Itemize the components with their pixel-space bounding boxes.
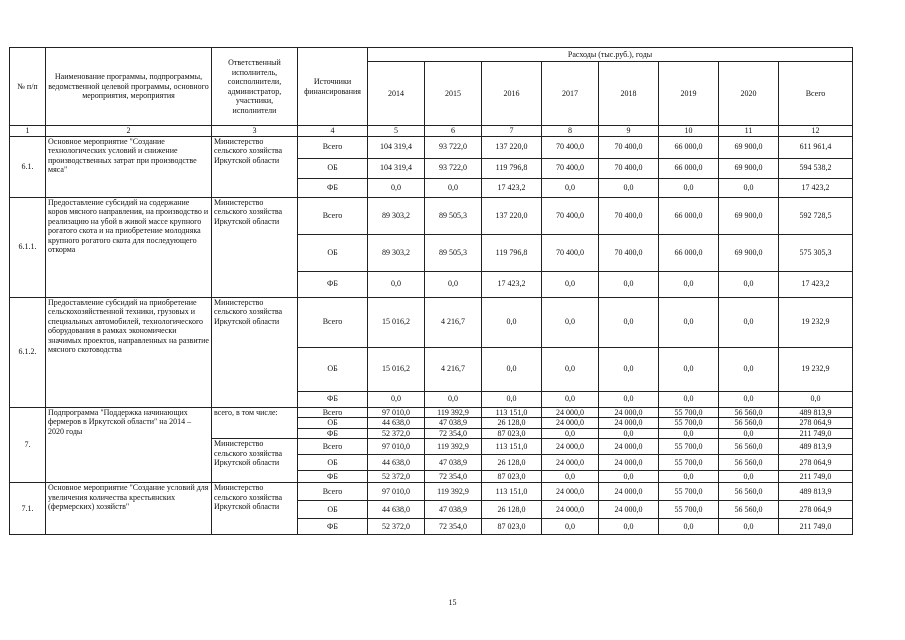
row-value: 0,0 [482,297,542,347]
row-name: Предоставление субсидий на приобретение сельскохозяйственной техники, грузовых и специальных автомобилей, технологического оборудования в рамках экономически значимых проектов, направленных на развитие мясного скотоводства [46,297,212,407]
row-responsible: всего, в том числе: [212,407,298,439]
row-value: 17 423,2 [482,178,542,197]
row-value: 93 722,0 [425,158,482,178]
row-value: 0,0 [542,471,599,483]
row-value: 119 392,9 [425,483,482,501]
row-value: 24 000,0 [542,483,599,501]
row-value: 52 372,0 [368,428,425,439]
row-source: Всего [298,197,368,234]
row-value: 44 638,0 [368,455,425,471]
row-value: 55 700,0 [659,501,719,519]
row-value: 44 638,0 [368,418,425,429]
row-source: Всего [298,407,368,418]
row-value: 47 038,9 [425,418,482,429]
row-value: 87 023,0 [482,428,542,439]
row-value: 56 560,0 [719,455,779,471]
row-value: 0,0 [719,297,779,347]
row-value: 0,0 [599,297,659,347]
row-value: 0,0 [599,471,659,483]
row-value: 278 064,9 [779,501,853,519]
row-value: 93 722,0 [425,136,482,158]
row-value: 89 303,2 [368,197,425,234]
row-value: 66 000,0 [659,158,719,178]
row-value: 278 064,9 [779,418,853,429]
row-value: 70 400,0 [542,158,599,178]
row-value: 0,0 [719,428,779,439]
row-value: 104 319,4 [368,136,425,158]
header-resp: Ответственный исполнитель, соисполнители, администратор, участники, исполнители [212,48,298,126]
row-value: 113 151,0 [482,439,542,455]
table-row [10,483,853,501]
row-source: ОБ [298,234,368,271]
row-value: 70 400,0 [542,234,599,271]
col-number: 3 [212,126,298,137]
col-number: 11 [719,126,779,137]
row-value: 52 372,0 [368,471,425,483]
row-value: 119 796,8 [482,158,542,178]
row-value: 0,0 [542,347,599,391]
row-value: 24 000,0 [599,455,659,471]
row-value: 24 000,0 [599,407,659,418]
row-value: 0,0 [599,271,659,297]
row-value: 0,0 [368,391,425,407]
row-source: ФБ [298,428,368,439]
row-value: 24 000,0 [542,455,599,471]
row-value: 70 400,0 [542,197,599,234]
row-name: Предоставление субсидий на содержание коров мясного направления, на производство и реализацию на убой в живой массе крупного рогатого скота и на приобретение молодняка крупного рогатого скота для последующего откорма [46,197,212,297]
header-year: 2016 [482,62,542,126]
row-value: 0,0 [599,178,659,197]
row-source: ОБ [298,501,368,519]
row-value: 0,0 [599,347,659,391]
header-year: 2019 [659,62,719,126]
row-value: 56 560,0 [719,407,779,418]
row-value: 119 392,9 [425,407,482,418]
row-responsible: Министерство сельского хозяйства Иркутской области [212,439,298,483]
header-name: Наименование программы, подпрограммы, ведомственной целевой программы, основного мероприятия, мероприятия [46,48,212,126]
row-value: 44 638,0 [368,501,425,519]
row-value: 0,0 [425,178,482,197]
row-value: 24 000,0 [542,501,599,519]
row-value: 0,0 [542,178,599,197]
row-value: 4 216,7 [425,297,482,347]
header-year: 2018 [599,62,659,126]
row-value: 113 151,0 [482,483,542,501]
row-value: 47 038,9 [425,455,482,471]
row-value: 0,0 [425,391,482,407]
row-value: 0,0 [779,391,853,407]
col-number: 7 [482,126,542,137]
row-value: 211 749,0 [779,519,853,535]
row-value: 24 000,0 [542,407,599,418]
row-value: 0,0 [542,519,599,535]
row-value: 0,0 [719,391,779,407]
row-value: 0,0 [659,428,719,439]
row-value: 0,0 [482,391,542,407]
row-value: 55 700,0 [659,418,719,429]
row-responsible: Министерство сельского хозяйства Иркутской области [212,136,298,197]
row-value: 69 900,0 [719,234,779,271]
row-value: 24 000,0 [542,439,599,455]
row-value: 0,0 [659,391,719,407]
row-name: Основное мероприятие "Создание условий для увеличения количества крестьянских (фермерских) хозяйств" [46,483,212,535]
row-value: 19 232,9 [779,347,853,391]
row-value: 0,0 [368,271,425,297]
row-value: 0,0 [659,271,719,297]
row-value: 4 216,7 [425,347,482,391]
row-value: 0,0 [719,271,779,297]
row-value: 19 232,9 [779,297,853,347]
row-value: 137 220,0 [482,197,542,234]
row-value: 137 220,0 [482,136,542,158]
row-value: 70 400,0 [599,234,659,271]
row-source: ФБ [298,178,368,197]
row-value: 55 700,0 [659,455,719,471]
row-value: 489 813,9 [779,483,853,501]
row-value: 69 900,0 [719,158,779,178]
row-value: 24 000,0 [542,418,599,429]
row-value: 0,0 [599,428,659,439]
row-value: 24 000,0 [599,439,659,455]
row-responsible: Министерство сельского хозяйства Иркутской области [212,197,298,297]
row-source: Всего [298,439,368,455]
row-value: 70 400,0 [542,136,599,158]
row-value: 489 813,9 [779,439,853,455]
row-value: 87 023,0 [482,519,542,535]
row-value: 0,0 [542,271,599,297]
row-name: Основное мероприятие "Создание технологических условий и снижение производственных затрат при производстве мяса" [46,136,212,197]
header-total: Всего [779,62,853,126]
row-number: 6.1.2. [10,297,46,407]
expenses-table [9,47,853,535]
row-value: 119 392,9 [425,439,482,455]
row-value: 56 560,0 [719,418,779,429]
row-value: 69 900,0 [719,197,779,234]
row-value: 56 560,0 [719,439,779,455]
row-value: 97 010,0 [368,439,425,455]
row-value: 278 064,9 [779,455,853,471]
table-row [10,136,853,158]
row-source: ОБ [298,455,368,471]
col-number: 9 [599,126,659,137]
row-value: 72 354,0 [425,428,482,439]
row-value: 72 354,0 [425,519,482,535]
row-source: ОБ [298,347,368,391]
row-name: Подпрограмма "Поддержка начинающих фермеров в Иркутской области" на 2014 – 2020 годы [46,407,212,483]
row-value: 104 319,4 [368,158,425,178]
row-value: 89 303,2 [368,234,425,271]
header-year: 2020 [719,62,779,126]
row-value: 55 700,0 [659,483,719,501]
row-value: 17 423,2 [482,271,542,297]
row-value: 17 423,2 [779,271,853,297]
row-value: 70 400,0 [599,136,659,158]
row-value: 0,0 [659,297,719,347]
row-value: 24 000,0 [599,501,659,519]
col-number: 8 [542,126,599,137]
header-year: 2017 [542,62,599,126]
row-value: 211 749,0 [779,428,853,439]
row-value: 55 700,0 [659,439,719,455]
header-year: 2014 [368,62,425,126]
row-value: 89 505,3 [425,234,482,271]
row-source: ФБ [298,271,368,297]
row-value: 0,0 [368,178,425,197]
row-value: 56 560,0 [719,501,779,519]
row-value: 0,0 [599,519,659,535]
row-value: 113 151,0 [482,407,542,418]
row-value: 66 000,0 [659,136,719,158]
header-year: 2015 [425,62,482,126]
row-value: 489 813,9 [779,407,853,418]
row-value: 0,0 [599,391,659,407]
row-value: 26 128,0 [482,501,542,519]
table-row [10,297,853,347]
row-value: 0,0 [719,178,779,197]
row-source: Всего [298,136,368,158]
row-number: 6.1. [10,136,46,197]
row-source: ФБ [298,391,368,407]
row-number: 7. [10,407,46,483]
row-value: 575 305,3 [779,234,853,271]
row-value: 0,0 [542,391,599,407]
row-value: 592 728,5 [779,197,853,234]
row-value: 70 400,0 [599,197,659,234]
row-value: 0,0 [425,271,482,297]
row-value: 0,0 [542,428,599,439]
row-value: 72 354,0 [425,471,482,483]
header-expenses: Расходы (тыс.руб.), годы [368,48,853,62]
row-value: 119 796,8 [482,234,542,271]
row-value: 0,0 [719,471,779,483]
col-number: 5 [368,126,425,137]
row-source: ОБ [298,418,368,429]
row-value: 0,0 [659,471,719,483]
row-value: 0,0 [542,297,599,347]
col-number: 10 [659,126,719,137]
row-value: 89 505,3 [425,197,482,234]
row-value: 55 700,0 [659,407,719,418]
row-value: 611 961,4 [779,136,853,158]
row-number: 7.1. [10,483,46,535]
header-num: № п/п [10,48,46,126]
row-value: 56 560,0 [719,483,779,501]
col-number: 4 [298,126,368,137]
row-value: 66 000,0 [659,234,719,271]
col-number: 2 [46,126,212,137]
row-value: 211 749,0 [779,471,853,483]
row-value: 15 016,2 [368,297,425,347]
table-row [10,197,853,234]
row-source: ФБ [298,519,368,535]
table-row [10,407,853,418]
col-number: 12 [779,126,853,137]
col-number: 1 [10,126,46,137]
header-source: Источники финансирования [298,48,368,126]
row-value: 0,0 [482,347,542,391]
row-value: 47 038,9 [425,501,482,519]
row-value: 0,0 [659,178,719,197]
row-source: ФБ [298,471,368,483]
col-number: 6 [425,126,482,137]
row-responsible: Министерство сельского хозяйства Иркутской области [212,483,298,535]
row-value: 66 000,0 [659,197,719,234]
row-value: 97 010,0 [368,483,425,501]
row-value: 594 538,2 [779,158,853,178]
row-source: ОБ [298,158,368,178]
row-value: 24 000,0 [599,483,659,501]
row-value: 0,0 [719,347,779,391]
row-value: 69 900,0 [719,136,779,158]
row-source: Всего [298,297,368,347]
row-value: 0,0 [659,519,719,535]
row-value: 87 023,0 [482,471,542,483]
row-value: 70 400,0 [599,158,659,178]
row-number: 6.1.1. [10,197,46,297]
row-value: 24 000,0 [599,418,659,429]
row-responsible: Министерство сельского хозяйства Иркутской области [212,297,298,407]
row-value: 0,0 [719,519,779,535]
row-value: 15 016,2 [368,347,425,391]
row-value: 26 128,0 [482,455,542,471]
row-value: 97 010,0 [368,407,425,418]
row-value: 17 423,2 [779,178,853,197]
row-value: 0,0 [659,347,719,391]
row-value: 26 128,0 [482,418,542,429]
row-source: Всего [298,483,368,501]
row-value: 52 372,0 [368,519,425,535]
page-number: 15 [448,598,457,607]
